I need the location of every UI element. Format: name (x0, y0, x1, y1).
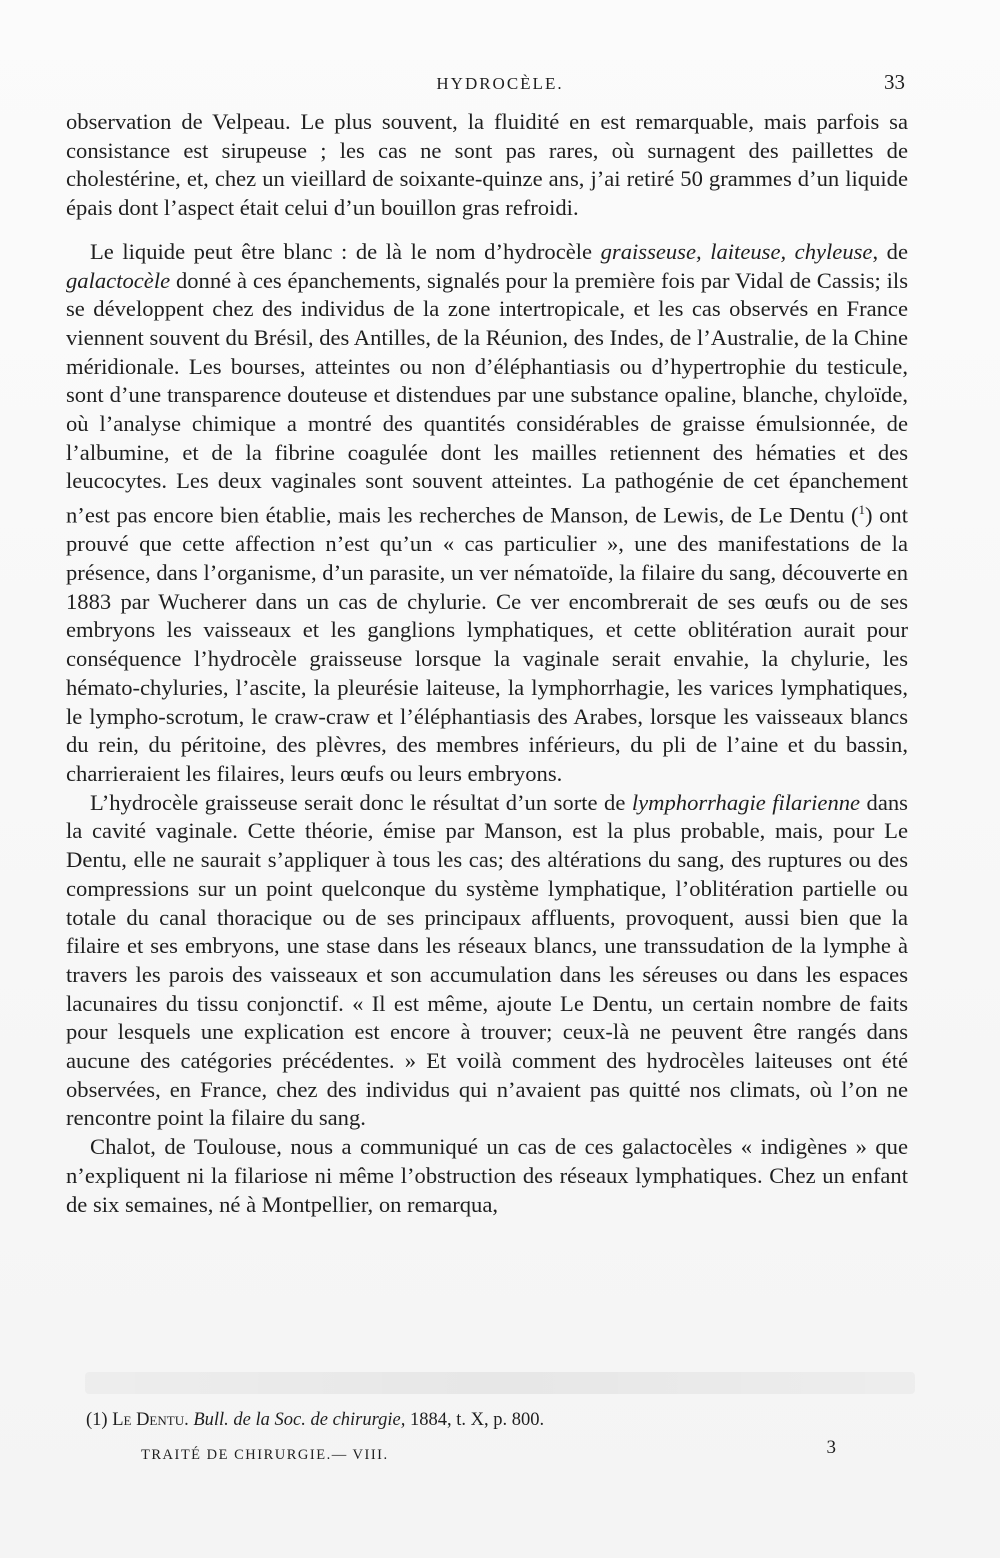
text-run: donné à ces épanchements, signalés pour la première fois par Vidal de Cassis; ils se développent chez des individus de la zone intertropicale, et les cas observés en France viennent souvent du Brésil, des Antilles, de la Réunion, des Indes, de l’Australie, de la Chine méridionale. Les bourses, atteintes ou non d’éléphantiasis ou d’hypertrophie du testicule, sont d’une transparence douteuse et distendues par une substance opaline, blanche, chyloïde, où l’analyse chimique a montré des quantités considérables de graisse émulsionnée, de l’albumine, et de la fibrine coagulée dont les mailles retiennent des hématies et des leucocytes. Les deux vaginales sont souvent atteintes. La pathogénie de cet épanchement n’est pas encore bien établie, mais les recherches de Manson, de Lewis, de Le Dentu ( (66, 267, 908, 528)
text-run: L’hydrocèle graisseuse serait donc le résultat d’un sorte de (90, 789, 632, 815)
footnote-details: 1884, t. X, p. 800. (410, 1410, 545, 1430)
running-head (0, 70, 1000, 98)
footnote-marker: (1) (86, 1410, 108, 1430)
paragraph (66, 1133, 908, 1219)
text-run: , de (872, 238, 908, 264)
footnote (86, 1408, 906, 1432)
text-run: dans la cavité vaginale. Cette théorie, émise par Manson, est la plus probable, mais, pour Le Dentu, elle ne saurait s’appliquer à tous les cas; des altérations du sang, des ruptures ou des compressions sur un point quelconque du système lymphatique, l’oblitération partielle ou totale du canal thoracique ou de ses principaux affluents, provoquent, aussi bien que la filaire et ses embryons, une stase dans les réseaux blancs, une transsudation de la lymphe à travers les parois des vaisseaux et son accumulation dans les séreuses ou dans les espaces lacunaires du tissu conjonctif. « Il est même, ajoute Le Dentu, un certain nombre de faits pour lesquels une explication est encore à trouver; ceux-là ne peuvent être rangés dans aucune des catégories précédentes. » Et voilà comment des hydrocèles laiteuses ont été observées, en France, chez des individus qui n’avaient pas quitté nos climats, où l’on ne rencontre point la filaire du sang. (66, 789, 908, 1131)
text-run: Le liquide peut être blanc : de là le nom d’hydrocèle (90, 238, 601, 264)
italic-text: graisseuse, laiteuse, chyleuse (600, 238, 873, 264)
text-run: Chalot, de Toulouse, nous a communiqué un cas de ces galactocèles « indigènes » que n’expliquent ni la filariose ni même l’obstruction des réseaux lymphatiques. Chez un enfant de six semaines, né à Montpellier, on remarqua, (66, 1134, 908, 1217)
show-through-smudge (85, 1372, 915, 1394)
page-number: 33 (884, 70, 905, 94)
sheet-number: 3 (826, 1437, 836, 1458)
paragraph (66, 108, 908, 223)
signature-line: TRAITÉ DE CHIRURGIE.— VIII. (141, 1447, 389, 1463)
italic-text: galactocèle (66, 267, 171, 293)
body-text (66, 108, 908, 1219)
text-run: observation de Velpeau. Le plus souvent, la fluidité en est remarquable, mais parfois sa consistance est sirupeuse ; les cas ne sont pas rares, où surnagent des paillettes de cholestérine, et, chez un vieillard de soixante-quinze ans, j’ai retiré 50 grammes d’un liquide épais dont l’aspect était celui d’un bouillon gras refroidi. (66, 109, 908, 221)
running-title: HYDROCÈLE. (436, 74, 564, 93)
italic-text: lymphorrhagie filarienne (631, 789, 861, 815)
paragraph (66, 789, 908, 1133)
text-run: ) ont prouvé que cette affection n’est qu’un « cas particulier », une des manifestations de la présence, dans l’organisme, d’un parasite, un ver nématoïde, la filaire du sang, découverte en 1883 par Wucherer dans un cas de chylurie. Ce ver encombrerait de ses œufs ou de ses embryons les vaisseaux et les ganglions lymphatiques, et cette oblitération aurait pour conséquence l’hydrocèle graisseuse lorsque la vaginale serait envahie, la chylurie, les hémato-chyluries, l’ascite, la pleurésie laiteuse, la lymphorrhagie, les varices lymphatiques, le lympho-scrotum, le craw-craw et l’éléphantiasis des Arabes, lorsque les vaisseaux blancs du rein, du péritoine, des plèvres, des membres inférieurs, du pli de l’aine et du bassin, charrieraient les filaires, leurs œufs ou leurs embryons. (66, 502, 908, 786)
paragraph (66, 238, 908, 789)
footnote-title: Bull. de la Soc. de chirurgie, (193, 1410, 406, 1430)
footnote-author: Le Dentu. (112, 1410, 189, 1430)
footnote-reference: 1 (858, 502, 865, 518)
